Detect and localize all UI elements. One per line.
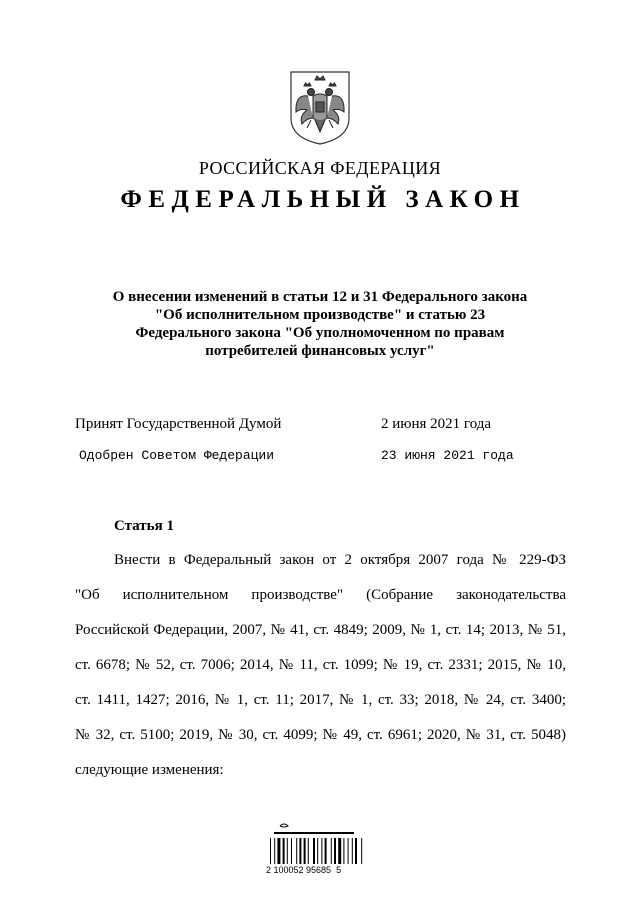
- law-title-line: Федерального закона "Об уполномоченном по правам: [135, 325, 505, 341]
- paragraph-line: "Об исполнительном производстве" (Собрание законодательства: [75, 587, 566, 603]
- law-title: [90, 288, 550, 360]
- law-title-line: О внесении изменений в статьи 12 и 31 Федерального закона: [112, 289, 528, 305]
- barcode-number: 2 100052 95685 5: [266, 865, 342, 875]
- paragraph-line: Внести в Федеральный закон от 2 октября 2007 года № 229-ФЗ: [114, 552, 566, 568]
- country-heading: РОССИЙСКАЯ ФЕДЕРАЦИЯ: [198, 158, 442, 178]
- article-heading: Статья 1: [114, 518, 174, 534]
- law-title-line: потребителей финансовых услуг": [205, 343, 435, 359]
- adoption-council-date: 23 июня 2021 года: [381, 448, 514, 463]
- law-title-line: "Об исполнительном производстве" и статью 23: [154, 307, 486, 323]
- paragraph-line: Российской Федерации, 2007, № 41, ст. 4849; 2009, № 1, ст. 14; 2013, № 51,: [75, 622, 566, 638]
- document-type-heading: ФЕДЕРАЛЬНЫЙ ЗАКОН: [120, 186, 526, 213]
- paragraph-line: ст. 6678; № 52, ст. 7006; 2014, № 11, ст. 1099; № 19, ст. 2331; 2015, № 10,: [75, 657, 566, 673]
- adoption-council-label: Одобрен Советом Федерации: [79, 448, 275, 463]
- paragraph-line: № 32, ст. 5100; 2019, № 30, ст. 4099; № 49, ст. 6961; 2020, № 31, ст. 5048): [75, 727, 566, 743]
- paragraph-line: следующие изменения:: [75, 762, 224, 778]
- russian-coat-of-arms-icon: [287, 68, 353, 146]
- adoption-duma-date: 2 июня 2021 года: [381, 416, 492, 432]
- paragraph-line: ст. 1411, 1427; 2016, № 1, ст. 11; 2017, № 1, ст. 33; 2018, № 24, ст. 3400;: [75, 692, 566, 708]
- adoption-duma-label: Принят Государственной Думой: [75, 416, 282, 432]
